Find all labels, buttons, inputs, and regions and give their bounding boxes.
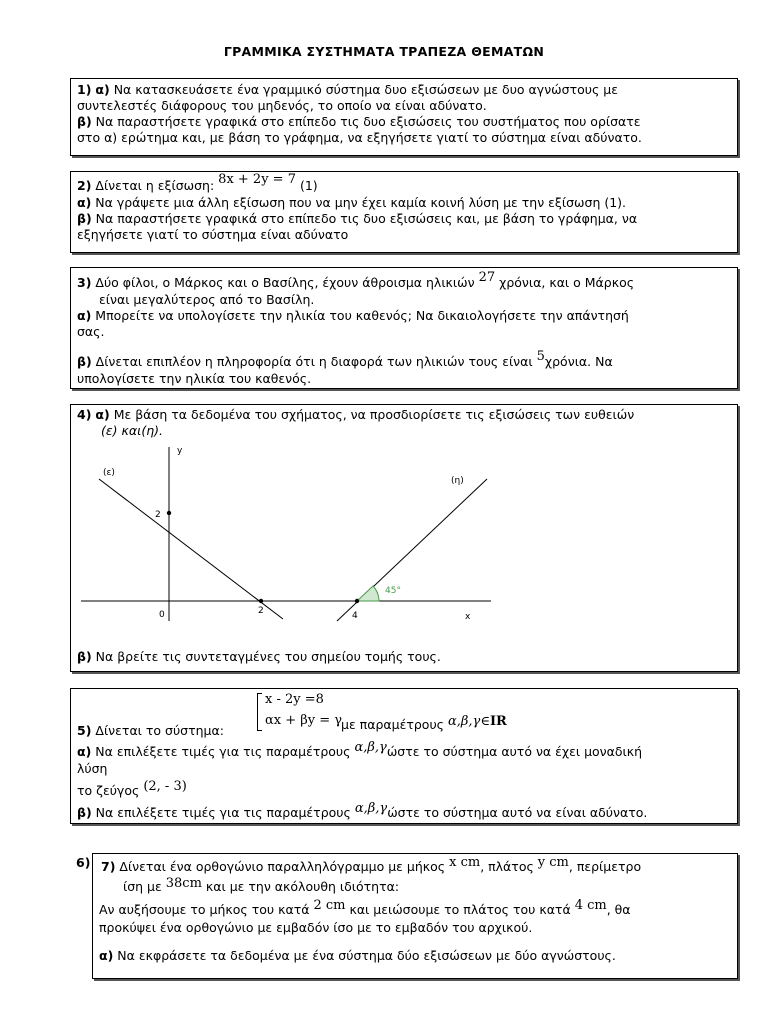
q5-intro: Δίνεται το σύστημα: — [91, 723, 224, 738]
q3-a-line1: Μπορείτε να υπολογίσετε την ηλικία του καθενός; Να δικαιολογήσετε την απάντησή — [91, 308, 629, 323]
x-intercept-h-label: 4 — [352, 611, 358, 621]
q5-a-line2: λύση — [77, 761, 108, 776]
q5-params-text: με παραμέτρους — [341, 717, 445, 732]
q6-line4: προκύψει ένα ορθογώνιο με εμβαδόν ίσο με το εμβαδόν του αρχικού. — [99, 920, 533, 935]
q3-a-label: α) — [77, 308, 92, 323]
q3-line2: είναι μεγαλύτερος από το Βασίλη. — [99, 292, 315, 307]
system-eq2: αx + βy = γ — [265, 713, 343, 728]
q6-line3a: Αν αυξήσουμε το μήκος του κατά — [99, 902, 310, 917]
q4-a-line1: Με βάση τα δεδομένα του σχήματος, να προσδιορίσετε τις εξισώσεις των ευθειών — [109, 407, 635, 422]
q3-age-sum: 27 — [478, 270, 496, 285]
q6-line1a: Δίνεται ένα ορθογώνιο παραλληλόγραμμο με μήκος — [115, 859, 446, 874]
angle-marker — [357, 586, 379, 601]
coordinate-graph — [71, 441, 737, 631]
q2-a-label: α) — [77, 195, 92, 210]
q6-increase: 2 cm — [313, 898, 346, 913]
q6-number: 7) — [101, 859, 116, 874]
q6-line3b: και μειώσουμε το πλάτος του κατά — [349, 902, 571, 917]
q5-number: 5) — [77, 723, 92, 738]
q2-number: 2) — [77, 178, 92, 193]
question-6-box — [92, 853, 738, 979]
line-e — [99, 479, 283, 619]
q2-b-label: β) — [77, 211, 92, 226]
q5-pair: (2, - 3) — [143, 779, 187, 794]
q5-a-abc: α,β,γ — [354, 740, 387, 755]
x-axis-label: x — [465, 612, 471, 622]
point-y-intercept — [167, 511, 171, 515]
question-4-box — [70, 404, 738, 672]
q6-line1c: , περίμετρο — [568, 859, 642, 874]
q4-b-label: β) — [77, 649, 92, 664]
q3-line1b: χρόνια, και ο Μάρκος — [499, 275, 635, 290]
q4-a-line2: (ε) και(η). — [101, 423, 163, 438]
q4-a-label: α) — [95, 407, 110, 422]
angle-label: 45° — [385, 586, 401, 596]
q5-b-text2: ώστε το σύστημα αυτό να είναι αδύνατο. — [387, 805, 648, 820]
q3-b-label: β) — [77, 354, 92, 369]
q5-pair-text: το ζεύγος — [77, 783, 140, 798]
q3-age-diff: 5 — [536, 349, 545, 364]
q2-equation: 8x + 2y = 7 — [218, 172, 296, 187]
question-1-box — [70, 78, 738, 156]
q1-b-line2: στο α) ερώτημα και, με βάση το γράφημα, να εξηγήσετε γιατί το σύστημα είναι αδύνατο. — [77, 130, 642, 145]
q1-a-line1: Να κατασκευάσετε ένα γραμμικό σύστημα δυο εξισώσεων με δυο αγνώστους με — [109, 82, 618, 97]
q3-a-line2: σας. — [77, 324, 105, 339]
q1-number: 1) — [77, 82, 92, 97]
q6-a-text: Να εκφράσετε τα δεδομένα με ένα σύστημα δύο εξισώσεων με δύο αγνώστους. — [113, 948, 616, 963]
q3-b-line2: υπολογίσετε την ηλικία του καθενός. — [77, 371, 312, 386]
q3-number: 3) — [77, 275, 92, 290]
q4-number: 4) — [77, 407, 92, 422]
x-intercept-e-label: 2 — [258, 606, 264, 616]
q6-outer-number: 6) — [76, 855, 91, 870]
page-title: ΓΡΑΜΜΙΚΑ ΣΥΣΤΗΜΑΤΑ ΤΡΑΠΕΖΑ ΘΕΜΑΤΩΝ — [223, 44, 545, 59]
q1-b-label: β) — [77, 114, 92, 129]
q3-line1a: Δύο φίλοι, ο Μάρκος και ο Βασίλης, έχουν άθροισμα ηλικιών — [91, 275, 475, 290]
q5-params: α,β,γ∈ — [448, 714, 490, 729]
point-x-intercept-h — [355, 599, 359, 603]
q5-b-abc: α,β,γ — [354, 801, 388, 816]
q6-decrease: 4 cm — [574, 898, 607, 913]
q6-line1b: , πλάτος — [480, 859, 534, 874]
q1-b-line1: Να παραστήσετε γραφικά στο επίπεδο τις δυο εξισώσεις του συστήματος που ορίσατε — [91, 114, 641, 129]
line-e-label: (ε) — [103, 468, 115, 478]
y-intercept-label: 2 — [155, 510, 161, 520]
q5-a-label: α) — [77, 744, 92, 759]
q3-b-line1a: Δίνεται επιπλέον η πληροφορία ότι η διαφορά των ηλικιών τους είναι — [91, 354, 533, 369]
q1-a-line2: συντελεστές διάφορους του μηδενός, το οποίο να είναι αδύνατο. — [77, 98, 487, 113]
q2-a-text: Να γράψετε μια άλλη εξίσωση που να μην έχει καμία κοινή λύση με την εξίσωση (1). — [91, 195, 627, 210]
q2-eq-ref: (1) — [299, 178, 318, 193]
y-axis-label: y — [177, 446, 183, 456]
system-brace — [257, 693, 262, 731]
q2-intro: Δίνεται η εξίσωση: — [91, 178, 215, 193]
q5-b-label: β) — [77, 805, 92, 820]
q1-a-label: α) — [95, 82, 110, 97]
question-5-box — [70, 688, 738, 824]
q6-line3c: , θα — [606, 902, 631, 917]
origin-label: 0 — [159, 610, 165, 620]
q5-b-text1: Να επιλέξετε τιμές για τις παραμέτρους — [91, 805, 351, 820]
question-2-box — [70, 171, 738, 253]
system-eq1: x - 2y =8 — [265, 692, 324, 707]
q6-width: y cm — [537, 855, 569, 870]
point-x-intercept-e — [259, 599, 263, 603]
q5-reals: IR — [489, 714, 507, 729]
q5-a-text1: Να επιλέξετε τιμές για τις παραμέτρους — [91, 744, 351, 759]
q5-a-text2: ώστε το σύστημα αυτό να έχει μοναδική — [386, 744, 643, 759]
q6-line2b: και με την ακόλουθη ιδιότητα: — [205, 879, 400, 894]
line-h-label: (η) — [451, 476, 464, 486]
q6-length: x cm — [449, 855, 481, 870]
q2-b-line2: εξηγήσετε γιατί το σύστημα είναι αδύνατο — [77, 227, 349, 242]
q6-a-label: α) — [99, 948, 114, 963]
q6-line2a: ίση με — [123, 879, 162, 894]
q6-perimeter: 38cm — [165, 876, 202, 891]
q4-b-text: Να βρείτε τις συντεταγμένες του σημείου τομής τους. — [91, 649, 441, 664]
q2-b-line1: Να παραστήσετε γραφικά στο επίπεδο τις δυο εξισώσεις και, με βάση το γράφημα, να — [91, 211, 638, 226]
q3-b-line1b: χρόνια. Να — [544, 354, 613, 369]
question-3-box — [70, 267, 738, 389]
